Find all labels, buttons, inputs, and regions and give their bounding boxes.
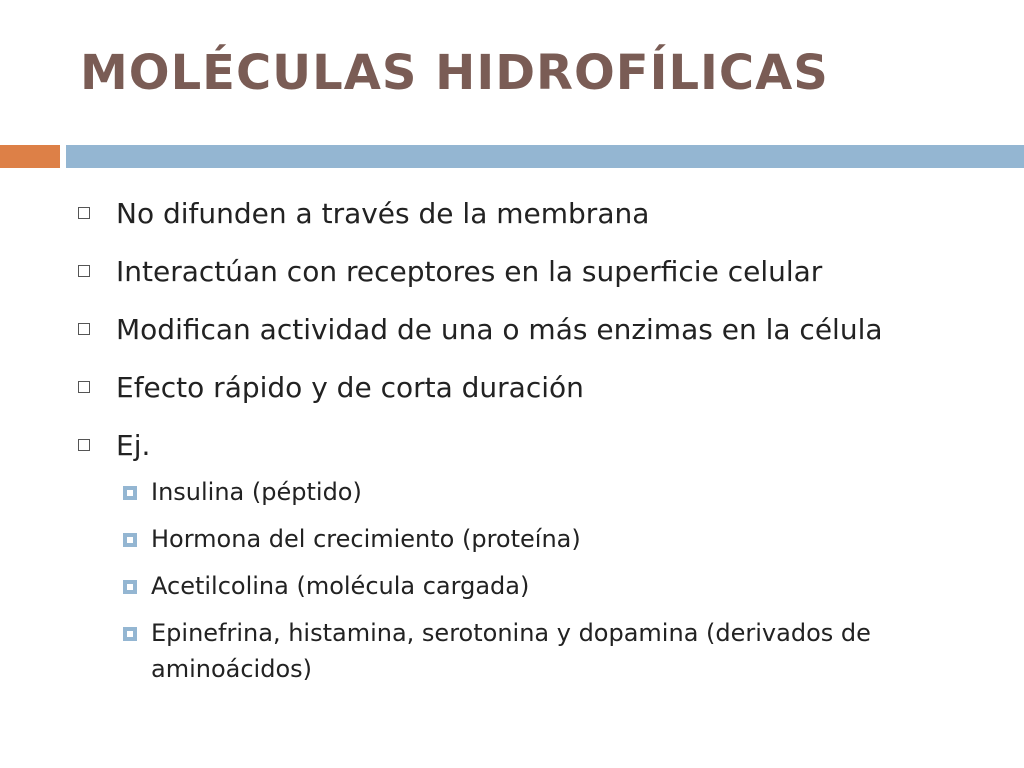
bullet-text: Modifican actividad de una o más enzimas en la célula: [116, 313, 883, 346]
bullet-text: Ej.: [116, 429, 151, 462]
sub-bullet-item: [76, 615, 976, 687]
hollow-square-icon: [78, 439, 90, 451]
sub-bullet-list: [76, 474, 976, 687]
filled-square-icon: [123, 486, 137, 500]
hollow-square-icon: [78, 265, 90, 277]
sub-bullet-item: [76, 521, 976, 557]
sub-bullet-text: Acetilcolina (molécula cargada): [151, 572, 530, 600]
bullet-text: Interactúan con receptores en la superficie celular: [116, 255, 823, 288]
sub-bullet-text: Insulina (péptido): [151, 478, 362, 506]
slide-title: MOLÉCULAS HIDROFÍLICAS: [80, 45, 829, 101]
bullet-item: [76, 190, 976, 238]
slide-content: [76, 190, 976, 698]
filled-square-icon: [123, 627, 137, 641]
filled-square-icon: [123, 580, 137, 594]
sub-bullet-item: [76, 474, 976, 510]
accent-bar-blue: [66, 145, 1024, 168]
sub-bullet-text: Hormona del crecimiento (proteína): [151, 525, 581, 553]
sub-bullet-item: [76, 568, 976, 604]
hollow-square-icon: [78, 207, 90, 219]
hollow-square-icon: [78, 381, 90, 393]
bullet-item: [76, 248, 976, 296]
sub-bullet-text: Epinefrina, histamina, serotonina y dopamina (derivados de aminoácidos): [151, 619, 871, 683]
accent-bar-orange: [0, 145, 60, 168]
bullet-text: No difunden a través de la membrana: [116, 197, 650, 230]
bullet-text: Efecto rápido y de corta duración: [116, 371, 584, 404]
filled-square-icon: [123, 533, 137, 547]
hollow-square-icon: [78, 323, 90, 335]
bullet-item: [76, 422, 976, 470]
bullet-item: [76, 364, 976, 412]
bullet-item: [76, 306, 976, 354]
